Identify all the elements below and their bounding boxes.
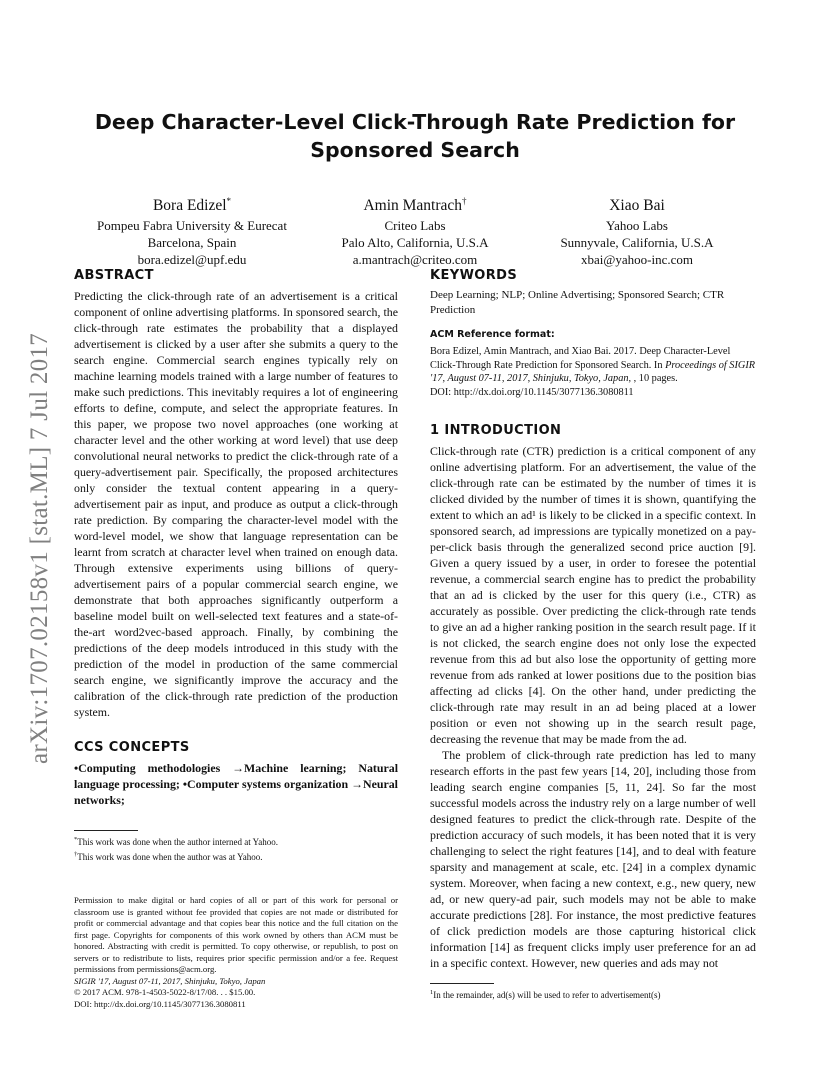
intro-paragraph-2: The problem of click-through rate prediction has led to many research efforts in the past few years [14, 20], including those from leading search engine companies [5, 11, 24]. So far the most successful models across the industry rely on a large number of well designed features to predict the click-through rate. Despite of the prediction accuracy of such models, it has been noted that it is very challenging to select the right features [14], and to deal with feature sparsity and management at scale, etc. [24] in a complex dynamic system. Moreover, when facing a new context, e.g., new query, new ad, or new query-ad pair, such models may not be able to make accurate predictions [28]. For instance, the most predictive features of click prediction models are those capturing historical click information [14] as frequent clicks imply user preference for an ad in a specific context. However, new queries and ads may not xyxy=(430,748,756,970)
author-location: Sunnyvale, California, U.S.A xyxy=(560,235,714,251)
keywords-text: Deep Learning; NLP; Online Advertising; Sponsored Search; CTR Prediction xyxy=(430,289,725,316)
acm-ref-proceedings: Proceedings of SIGIR '17, August 07-11, 2017, Shinjuku, Tokyo, Japan, xyxy=(430,359,756,384)
footnote-rule xyxy=(74,830,138,831)
author-email[interactable]: a.mantrach@criteo.com xyxy=(352,252,478,268)
conference-venue: SIGIR '17, August 07-11, 2017, Shinjuku, Tokyo, Japan xyxy=(74,975,266,986)
acm-ref-doi[interactable]: DOI: http://dx.doi.org/10.1145/3077136.3080811 xyxy=(430,386,634,398)
author-affiliation: Criteo Labs xyxy=(384,218,446,234)
author-name: Amin Mantrach xyxy=(363,197,463,215)
left-column xyxy=(74,268,398,1010)
permission-text: Permission to make digital or hard copies of all or part of this work for personal or classroom use is granted without fee provided that copies are not made or distributed for profit or commercial advantage and that copies bear this notice and the full citation on the first page. Copyrights for components of this work owned by others than ACM must be honored. Abstracting with credit is permitted. To copy otherwise, or republish, to post on servers or to redistribute to lists, requires prior specific permission and/or a fee. Request permissions from permissions@acm.org. xyxy=(74,895,398,974)
abstract-heading: ABSTRACT xyxy=(74,268,154,283)
permission-block xyxy=(74,895,398,1010)
author-mark: * xyxy=(226,196,232,206)
footnote-mark: * xyxy=(74,836,78,843)
author-email[interactable]: xbai@yahoo-inc.com xyxy=(581,252,693,268)
title-line-2: Sponsored Search xyxy=(310,138,520,162)
author-location: Barcelona, Spain xyxy=(147,235,237,251)
doi-line[interactable]: DOI: http://dx.doi.org/10.1145/3077136.3080811 xyxy=(74,998,246,1009)
footnote-mark: 1 xyxy=(430,989,434,996)
acm-ref-heading: ACM Reference format: xyxy=(430,329,555,340)
footnote-text: This work was done when the author was at Yahoo. xyxy=(77,851,263,862)
footnote-text: In the remainder, ad(s) will be used to refer to advertisement(s) xyxy=(433,990,661,1000)
footnote-mark: † xyxy=(74,850,78,858)
paper-title xyxy=(80,108,750,164)
keywords-heading: KEYWORDS xyxy=(430,268,518,283)
author-block-2 xyxy=(300,190,530,268)
intro-heading: 1 INTRODUCTION xyxy=(430,423,562,438)
author-block-3 xyxy=(522,190,752,268)
footnote-2 xyxy=(74,849,398,864)
author-affiliation: Yahoo Labs xyxy=(606,218,668,234)
intro-paragraph-1: Click-through rate (CTR) prediction is a critical component of any online advertising platform. For an advertisement, the value of the click-through rate can be estimated by the number of times it is clicked divided by the number of times it is shown, quantifying the extent to which an ad¹ is likely to be clicked in a specific context. In sponsored search, ad impressions are typically monetized on a pay-per-click basis through the generalized second price auction [9]. Given a query issued by a user, in order to foresee the potential revenue, a commercial search engine has to predict the probability that an ad is clicked by the user for this query (i.e., CTR) as accurately as possible. Over predicting the click-through rate tends to give an ad a higher ranking position in the search result page. If it is not clicked, the search engine does not only lose the expected revenue from this ad but also lose the opportunity of getting more revenue from ads ranked at lower positions due to the position bias affecting ad clicks [4]. On the other hand, under predicting the click-through rate may result in an ad being placed at a lower position or even not showing up in the search result page, decreasing the revenue that may be made from the ad. xyxy=(430,444,756,746)
abstract-text: Predicting the click-through rate of an advertisement is a critical component of online advertising platforms. In sponsored search, the click-through rate estimates the probability that a displayed advertisement is clicked by a user after she submits a query to the search engine. Commercial search engines typically rely on machine learning models trained with a large number of features to make such predictions. This inevitably requires a lot of engineering efforts to define, compute, and select the appropriate features. In this paper, we propose two novel approaches (one working at character level and the other working at word level) that use deep convolutional neural networks to predict the click-through rate of a query-advertisement pair. Specifically, the proposed architectures only consider the textual content appearing in a query-advertisement pair as input, and produce as output a click-through rate prediction. By comparing the character-level model with the word-level model, we show that language representation can be learnt from scratch at character level when trained on enough data. Through extensive experiments using billions of query-advertisement pairs of a popular commercial search engine, we demonstrate that both approaches significantly outperform a baseline model built on well-selected text features and a state-of-the-art word2vec-based approach. Finally, by combining the predictions of the deep models introduced in this study with the prediction of the model in production of the same commercial search engine, we significantly improve the accuracy and the calibration of the click-through rate prediction of the production system. xyxy=(74,289,398,719)
author-email[interactable]: bora.edizel@upf.edu xyxy=(137,252,247,268)
author-name: Xiao Bai xyxy=(609,197,665,215)
author-block-1 xyxy=(77,190,307,268)
author-mark: † xyxy=(462,196,467,206)
copyright-line: © 2017 ACM. 978-1-4503-5022-8/17/08. . . $15.00. xyxy=(74,987,256,997)
ccs-text: •Computing methodologies →Machine learning; Natural language processing; •Computer systems organization →Neural networks; xyxy=(74,761,398,807)
author-name: Bora Edizel xyxy=(152,197,227,215)
author-affiliation: Pompeu Fabra University & Eurecat xyxy=(97,218,287,234)
footnote-rule xyxy=(430,983,494,984)
title-line-1: Deep Character-Level Click-Through Rate Prediction for xyxy=(94,110,736,134)
ccs-heading: CCS CONCEPTS xyxy=(74,740,190,755)
arxiv-identifier: arXiv:1707.02158v1 [stat.ML] 7 Jul 2017 xyxy=(26,332,53,764)
acm-ref-text xyxy=(430,345,756,386)
acm-ref-part-a: Bora Edizel, Amin Mantrach, and Xiao Bai. 2017. Deep Character-Level Click-Through Rate Prediction for Sponsored Search. In xyxy=(430,346,731,371)
footnote-text: This work was done when the author interned at Yahoo. xyxy=(77,837,278,847)
acm-ref-part-c: , 10 pages. xyxy=(631,373,678,384)
right-column xyxy=(430,268,756,1002)
footnote-right xyxy=(430,987,756,1002)
footnote-1 xyxy=(74,834,398,849)
author-location: Palo Alto, California, U.S.A xyxy=(341,235,489,251)
